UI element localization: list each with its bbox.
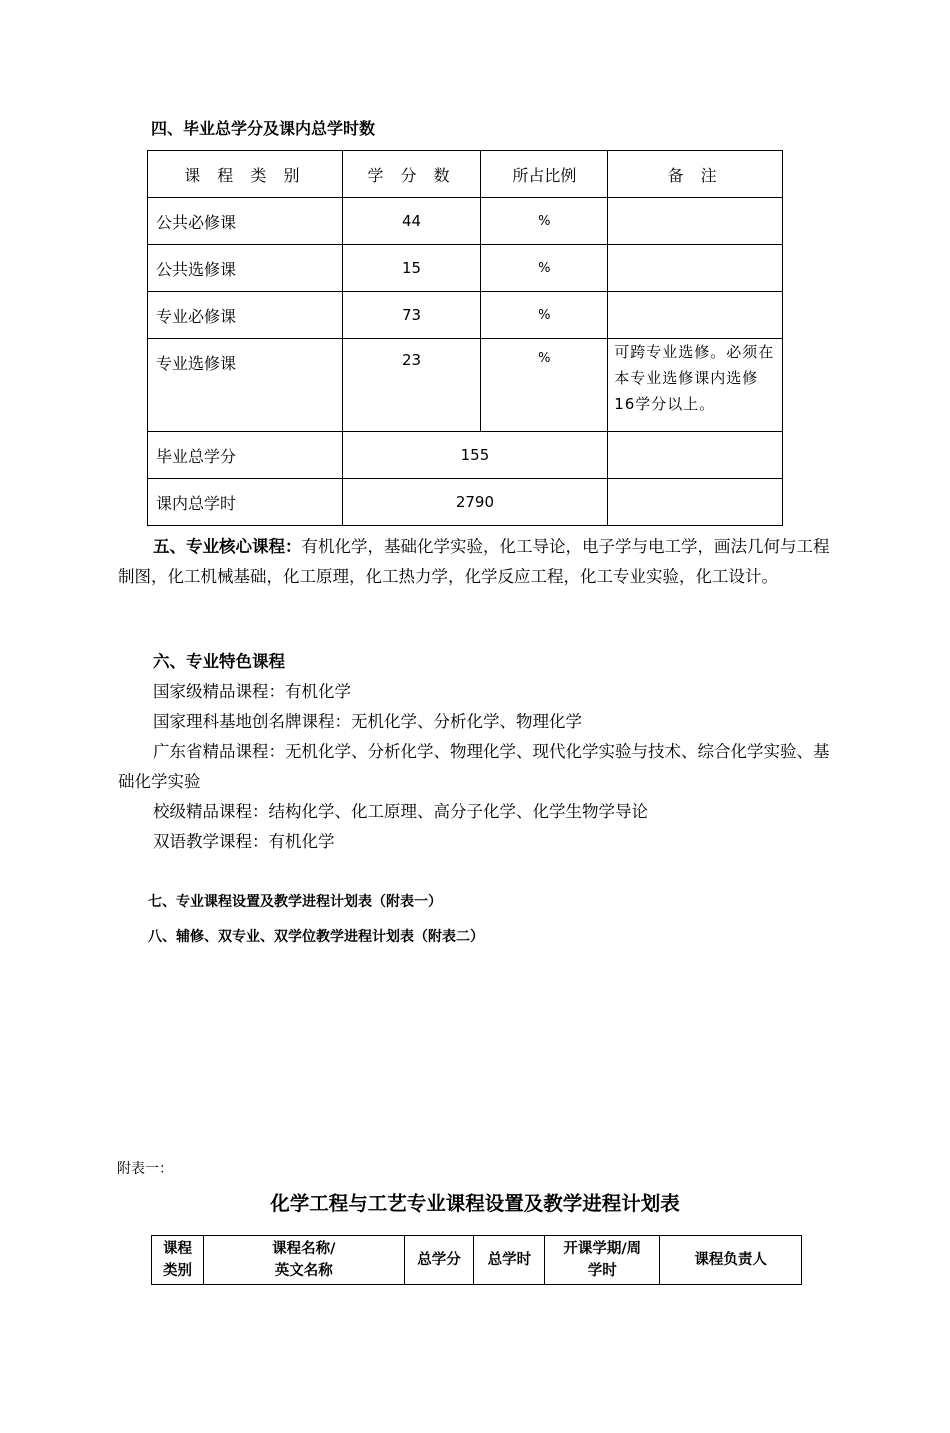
header-category: 课 程 类 别 xyxy=(148,151,343,198)
note-cell xyxy=(608,432,783,479)
header-credits: 学 分 数 xyxy=(342,151,481,198)
header-course-name: 课程名称/ 英文名称 xyxy=(203,1236,404,1285)
section5-heading: 五、专业核心课程： xyxy=(153,537,302,556)
header-semester: 开课学期/周 学时 xyxy=(545,1236,660,1285)
category-cell: 专业选修课 xyxy=(148,339,343,432)
table-row xyxy=(148,245,783,292)
featured-line: 国家理科基地创名牌课程：无机化学、分析化学、物理化学 xyxy=(153,712,582,731)
ratio-cell: % xyxy=(481,198,608,245)
credits-cell: 23 xyxy=(342,339,481,432)
total-credits-row xyxy=(148,432,783,479)
featured-line: 双语教学课程：有机化学 xyxy=(153,832,335,851)
table-row xyxy=(148,292,783,339)
note-cell xyxy=(608,198,783,245)
credits-cell: 73 xyxy=(342,292,481,339)
ratio-cell: % xyxy=(481,292,608,339)
note-cell xyxy=(608,245,783,292)
section5-body: 有机化学，基础化学实验，化工导论，电子学与电工学，画法几何与工程制图，化工机械基础，化工原理，化工热力学，化学反应工程，化工专业实验，化工设计。 xyxy=(118,537,830,586)
header-note: 备 注 xyxy=(608,151,783,198)
header-category: 课程 类别 xyxy=(152,1236,204,1285)
total-hours-row xyxy=(148,479,783,526)
appendix-title: 化学工程与工艺专业课程设置及教学进程计划表 xyxy=(270,1192,680,1215)
table-header-row xyxy=(148,151,783,198)
section5-paragraph xyxy=(118,532,840,592)
ratio-cell: % xyxy=(481,245,608,292)
total-hours-value: 2790 xyxy=(342,479,608,526)
table-header-row xyxy=(152,1236,802,1285)
header-ratio: 所占比例 xyxy=(481,151,608,198)
featured-line: 国家级精品课程：有机化学 xyxy=(153,682,351,701)
note-cell xyxy=(608,292,783,339)
table-row xyxy=(148,339,783,432)
category-cell: 专业必修课 xyxy=(148,292,343,339)
category-cell: 公共选修课 xyxy=(148,245,343,292)
appendix-label: 附表一： xyxy=(117,1161,173,1177)
total-hours-label: 课内总学时 xyxy=(148,479,343,526)
note-cell: 可跨专业选修。必须在本专业选修课内选修16学分以上。 xyxy=(608,339,783,432)
section4-heading: 四、毕业总学分及课内总学时数 xyxy=(151,119,376,138)
section8-heading: 八、辅修、双专业、双学位教学进程计划表（附表二） xyxy=(148,929,484,945)
header-total-credits: 总学分 xyxy=(404,1236,474,1285)
table-row xyxy=(148,198,783,245)
category-cell: 公共必修课 xyxy=(148,198,343,245)
total-credits-value: 155 xyxy=(342,432,608,479)
note-cell xyxy=(608,479,783,526)
course-plan-table xyxy=(151,1235,802,1285)
header-total-hours: 总学时 xyxy=(474,1236,545,1285)
total-credits-label: 毕业总学分 xyxy=(148,432,343,479)
section7-heading: 七、专业课程设置及教学进程计划表（附表一） xyxy=(148,894,442,910)
credits-table xyxy=(147,150,783,526)
featured-line: 校级精品课程：结构化学、化工原理、高分子化学、化学生物学导论 xyxy=(153,802,648,821)
ratio-cell: % xyxy=(481,339,608,432)
header-teacher: 课程负责人 xyxy=(660,1236,802,1285)
featured-line: 广东省精品课程：无机化学、分析化学、物理化学、现代化学实验与技术、综合化学实验、基础化学实验 xyxy=(118,742,830,791)
credits-cell: 15 xyxy=(342,245,481,292)
section6-heading: 六、专业特色课程 xyxy=(153,652,285,671)
credits-cell: 44 xyxy=(342,198,481,245)
